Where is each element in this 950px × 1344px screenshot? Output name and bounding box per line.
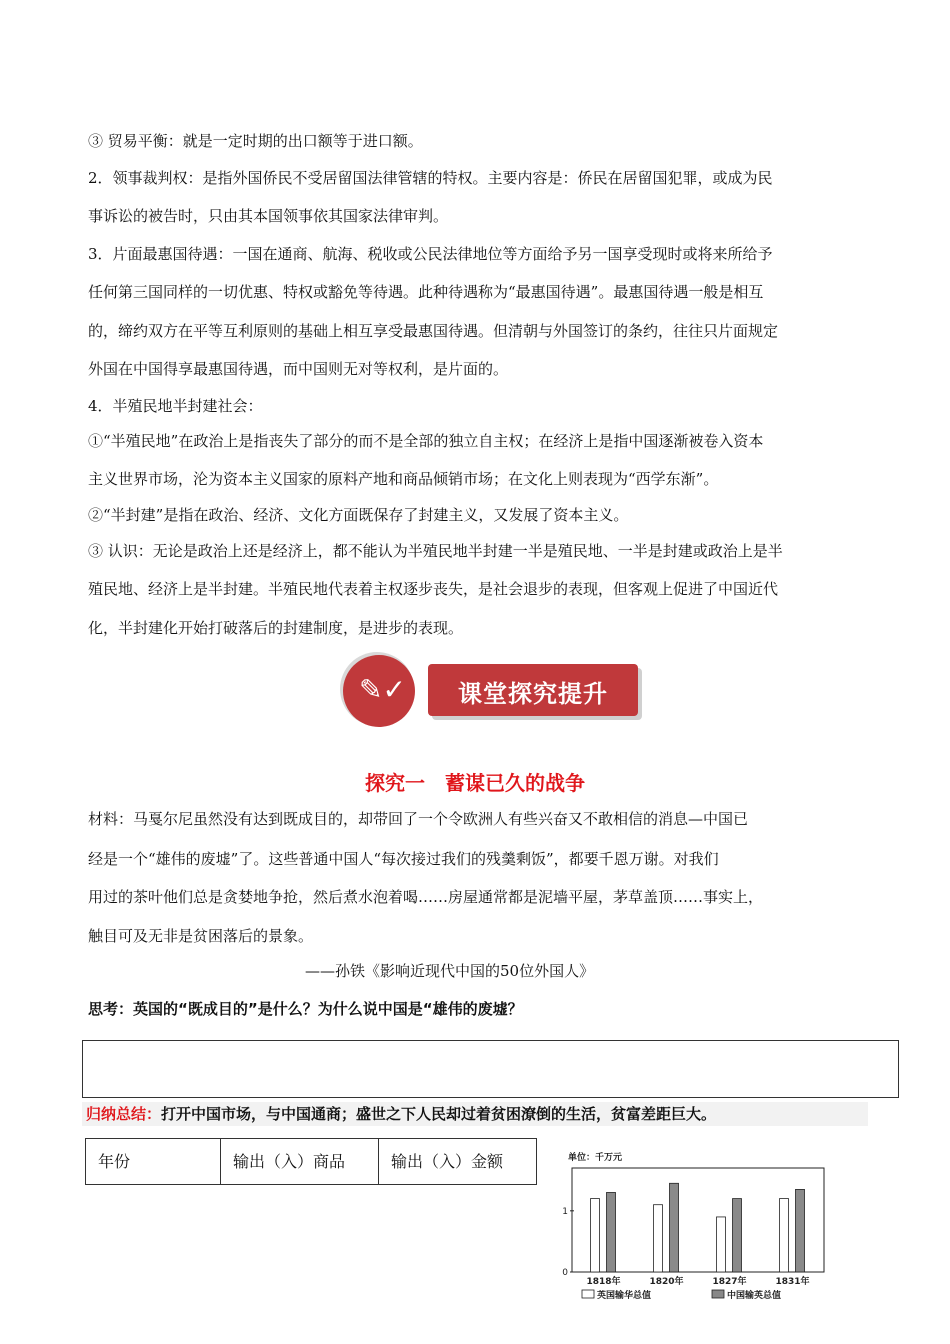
table-header-goods: 输出（入）商品 [221,1139,379,1185]
trade-table [85,1138,537,1185]
answer-box[interactable] [82,1040,899,1098]
legend-swatch-uk [582,1290,594,1298]
paragraph-semi-colonial-1: ①“半殖民地”在政治上是指丧失了部分的而不是全部的独立自主权；在经济上是指中国逐渐被卷入资本 [88,432,764,450]
category-label: 1831年 [775,1277,810,1287]
table-row [86,1139,537,1185]
table-header-amount: 输出（入）金额 [379,1139,537,1185]
category-label: 1818年 [586,1277,621,1287]
paragraph-mfn-cont-2: 的，缔约双方在平等互利原则的基础上相互享受最惠国待遇。但清朝与外国签订的条约，往往只片面规定 [88,322,779,340]
section-heading: 探究一 蓄谋已久的战争 [365,771,585,795]
bar-uk-1 [654,1205,663,1272]
legend-swatch-cn [712,1290,724,1298]
bar-cn-2 [733,1199,742,1272]
bar-uk-3 [780,1199,789,1272]
pencil-check-icon: ✎✓ [359,673,406,706]
paragraph-semi-colonial-title: 4．半殖民地半封建社会： [88,397,263,415]
table-header-year: 年份 [86,1139,221,1185]
chart-unit-label: 单位：千万元 [568,1153,623,1163]
paragraph-mfn: 3．片面最惠国待遇：一国在通商、航海、税收或公民法律地位等方面给予另一国享受现时或将来所给予 [88,245,773,263]
bar-uk-2 [717,1217,726,1272]
trade-bar-chart [550,1148,840,1338]
paragraph-consular-jurisdiction: 2．领事裁判权：是指外国侨民不受居留国法律管辖的特权。主要内容是：侨民在居留国犯罪，或成为民 [88,169,773,187]
paragraph-trade-balance: ③ 贸易平衡：就是一定时期的出口额等于进口额。 [88,132,423,150]
chart-bars [591,1183,805,1272]
banner-tag [428,664,638,716]
legend-label-cn: 中国输英总值 [727,1291,782,1301]
question: 思考：英国的“既成目的”是什么？为什么说中国是“雄伟的废墟？ [88,1000,523,1018]
paragraph-mfn-cont-1: 任何第三国同样的一切优惠、特权或豁免等待遇。此种待遇称为“最惠国待遇”。最惠国待遇一般是相互 [88,283,764,301]
summary-text: 打开中国市场，与中国通商；盛世之下人民却过着贫困潦倒的生活，贫富差距巨大。 [161,1105,717,1123]
paragraph-understanding-cont-2: 化，半封建化开始打破落后的封建制度，是进步的表现。 [88,619,464,637]
material-line-2: 经是一个“雄伟的废墟”了。这些普通中国人“每次接过我们的残羹剩饭”，都要千恩万谢。对我们 [88,850,719,868]
chart-categories [586,1275,809,1287]
y-tick-label: 0 [562,1268,568,1278]
summary-bar [82,1102,868,1126]
category-label: 1827年 [712,1277,747,1287]
chart-legend [582,1289,781,1301]
bar-uk-0 [591,1199,600,1272]
bar-cn-1 [670,1183,679,1272]
banner-title: 课堂探究提升 [458,680,608,708]
paragraph-consular-jurisdiction-cont: 事诉讼的被告时，只由其本国领事依其国家法律审判。 [88,207,449,225]
material-line-1: 材料：马戛尔尼虽然没有达到既成目的，却带回了一个令欧洲人有些兴奋又不敢相信的消息—中国已 [88,810,749,828]
y-tick-label: 1 [562,1206,568,1217]
legend-label-uk: 英国输华总值 [597,1291,652,1301]
paragraph-understanding: ③ 认识：无论是政治上还是经济上，都不能认为半殖民地半封建一半是殖民地、一半是封建或政治上是半 [88,542,783,560]
paragraph-understanding-cont-1: 殖民地、经济上是半封建。半殖民地代表着主权逐步丧失，是社会退步的表现，但客观上促进了中国近代 [88,580,779,598]
banner-badge [343,655,415,727]
bar-cn-0 [607,1192,616,1272]
bar-cn-3 [796,1189,805,1272]
material-line-3: 用过的茶叶他们总是贪婪地争抢，然后煮水泡着喝……房屋通常都是泥墙平屋，茅草盖顶……事实上， [88,888,764,906]
category-label: 1820年 [649,1277,684,1287]
paragraph-semi-feudal: ②“半封建”是指在政治、经济、文化方面既保存了封建主义，又发展了资本主义。 [88,506,629,524]
paragraph-mfn-cont-3: 外国在中国得享最惠国待遇，而中国则无对等权利，是片面的。 [88,360,509,378]
material-line-4: 触目可及无非是贫困落后的景象。 [88,927,314,945]
summary-label: 归纳总结： [86,1105,162,1123]
section-banner [340,652,640,732]
paragraph-semi-colonial-1-cont: 主义世界市场，沦为资本主义国家的原料产地和商品倾销市场；在文化上则表现为“西学东渐”。 [88,470,719,488]
material-source: ——孙铁《影响近现代中国的50位外国人》 [305,962,595,980]
